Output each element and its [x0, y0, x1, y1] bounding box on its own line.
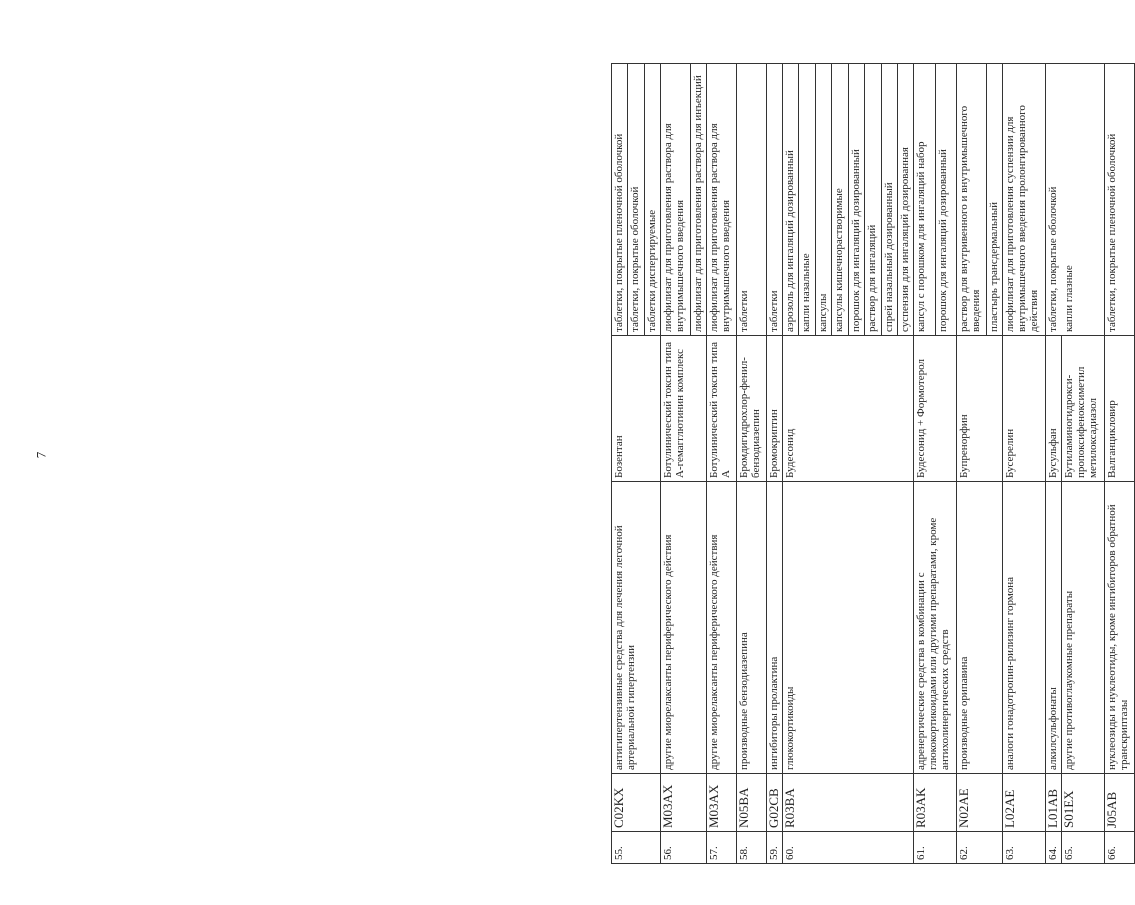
- dosage-form: таблетки: [736, 64, 766, 336]
- drug-name: Будесонид: [782, 336, 914, 482]
- row-number: 62.: [957, 832, 1003, 864]
- pharm-group: алкилсульфонаты: [1046, 482, 1062, 774]
- pharm-group: аналоги гонадотропин-рилизинг гормона: [1003, 482, 1046, 774]
- table-row: [957, 64, 987, 864]
- atc-code: M03AX: [707, 774, 737, 832]
- dosage-form: таблетки: [766, 64, 782, 336]
- row-number: 59.: [766, 832, 782, 864]
- atc-code: R03AK: [914, 774, 957, 832]
- dosage-form: капсул с порошком для ингаляций набор: [914, 64, 935, 336]
- pharm-group: адренергические средства в комбинации с глюкокортикоидами или другими препаратами, кроме антихолинергических средств: [914, 482, 957, 774]
- pharm-group: антигипертензивные средства для лечения легочной артериальной гипертензии: [612, 482, 661, 774]
- dosage-form: таблетки, покрытые оболочкой: [628, 64, 644, 336]
- pharm-group: другие миорелаксанты периферического действия: [661, 482, 707, 774]
- drug-name: Бромокриптин: [766, 336, 782, 482]
- dosage-form: лиофилизат для приготовления раствора для внутримышечного введения: [707, 64, 737, 336]
- dosage-form: капли глазные: [1063, 265, 1075, 332]
- dosage-form: капли назальные: [799, 64, 815, 336]
- row-number: 64.: [1046, 832, 1062, 864]
- table-row: [914, 64, 935, 864]
- atc-code: N02AE: [957, 774, 1003, 832]
- dosage-form: таблетки, покрытые пленочной оболочкой: [612, 64, 628, 336]
- drug-name: Бозентан: [612, 336, 661, 482]
- atc-code: G02CB: [766, 774, 782, 832]
- pharm-group: другие миорелаксанты периферического действия: [707, 482, 737, 774]
- row-number: 65.: [1062, 832, 1105, 864]
- drug-name: Ботулинический токсин типа А: [707, 336, 737, 482]
- table-row: [782, 64, 798, 864]
- dosage-form: порошок для ингаляций дозированный: [848, 64, 864, 336]
- atc-code: R03BA: [782, 774, 914, 832]
- pharm-group: производные орипавина: [957, 482, 1003, 774]
- dosage-form: лиофилизат для приготовления раствора для инъекций: [690, 64, 706, 336]
- dosage-form: капсулы: [815, 64, 831, 336]
- atc-code: L02AE: [1003, 774, 1046, 832]
- pharm-group: производные бензодиазепина: [736, 482, 766, 774]
- pharm-group: другие противоглаукомные препараты: [1062, 482, 1105, 774]
- dosage-form: таблетки, покрытые пленочной оболочкой: [1105, 64, 1135, 336]
- drug-name: Бупренорфин: [957, 336, 1003, 482]
- page-number: 7: [33, 451, 49, 459]
- table-row: [612, 64, 628, 864]
- table-row: [736, 64, 766, 864]
- dosage-form: раствор для внутривенного и внутримышечного введения: [957, 64, 987, 336]
- rotated-page: [611, 64, 1135, 864]
- atc-code: M03AX: [661, 774, 707, 832]
- pharm-group: глюкокортикоиды: [782, 482, 914, 774]
- drug-table: [611, 63, 1135, 864]
- table-row: [661, 64, 691, 864]
- dosage-form: таблетки диспергируемые: [644, 64, 660, 336]
- dosage-form: раствор для ингаляций: [865, 64, 881, 336]
- drug-name: Бусульфан: [1046, 336, 1062, 482]
- table-row: [1046, 64, 1062, 864]
- dosage-form: таблетки, покрытые оболочкой капли глазные: [1046, 64, 1105, 336]
- dosage-form: лиофилизат для приготовления раствора для внутримышечного введения: [661, 64, 691, 336]
- drug-name: Бромдигидрохлор-фенил-бензодиазепин: [736, 336, 766, 482]
- table-row: [707, 64, 737, 864]
- drug-name: Будесонид + Формотерол: [914, 336, 957, 482]
- atc-code: J05AB: [1105, 774, 1135, 832]
- dosage-form: порошок для ингаляций дозированный: [935, 64, 956, 336]
- table-row: [766, 64, 782, 864]
- row-number: 56.: [661, 832, 707, 864]
- row-number: 61.: [914, 832, 957, 864]
- dosage-form: аэрозоль для ингаляций дозированный: [782, 64, 798, 336]
- dosage-form: лиофилизат для приготовления суспензии для внутримышечного введения пролонгированного действия: [1003, 64, 1046, 336]
- dosage-form: пластырь трансдермальный: [986, 64, 1002, 336]
- row-number: 57.: [707, 832, 737, 864]
- dosage-form: капсулы кишечнорастворимые: [832, 64, 848, 336]
- row-number: 60.: [782, 832, 914, 864]
- row-number: 55.: [612, 832, 661, 864]
- drug-name: Бусерелин: [1003, 336, 1046, 482]
- atc-code: L01AB: [1046, 774, 1062, 832]
- atc-code: N05BA: [736, 774, 766, 832]
- dosage-form: спрей назальный дозированный: [881, 64, 897, 336]
- drug-name: Ботулинический токсин типа А-гемагглютинин комплекс: [661, 336, 707, 482]
- table-row: [1105, 64, 1135, 864]
- row-number: 66.: [1105, 832, 1135, 864]
- row-number: 63.: [1003, 832, 1046, 864]
- atc-code: C02KX: [612, 774, 661, 832]
- atc-code: S01EX: [1062, 774, 1105, 832]
- drug-name: Бутиламиногидрокси-пропоксифеноксиметил метилоксадиазол: [1062, 336, 1105, 482]
- row-number: 58.: [736, 832, 766, 864]
- pharm-group: нуклеозиды и нуклеотиды, кроме ингибиторов обратной транскриптазы: [1105, 482, 1135, 774]
- pharm-group: ингибиторы пролактина: [766, 482, 782, 774]
- dosage-form: суспензия для ингаляций дозированная: [898, 64, 914, 336]
- table-row: [1003, 64, 1046, 864]
- drug-name: Валганцикловир: [1105, 336, 1135, 482]
